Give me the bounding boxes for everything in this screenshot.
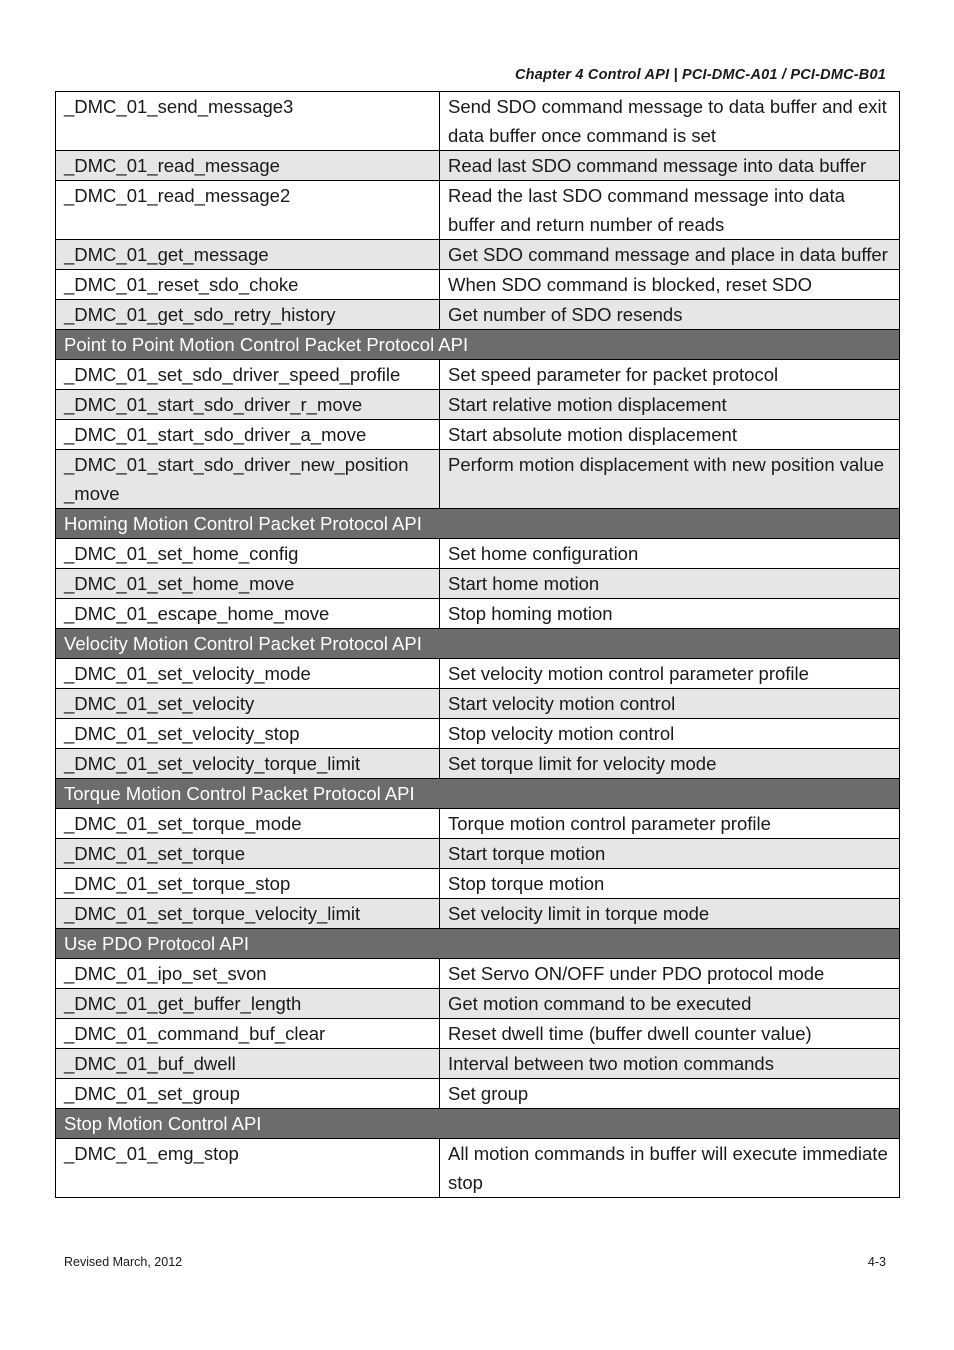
api-description: Read last SDO command message into data buffer <box>440 151 900 181</box>
api-description: Set group <box>440 1079 900 1109</box>
api-function-name: _DMC_01_buf_dwell <box>56 1049 440 1079</box>
table-row <box>56 92 900 151</box>
api-description: Torque motion control parameter profile <box>440 809 900 839</box>
table-row <box>56 959 900 989</box>
table-row <box>56 300 900 330</box>
table-row <box>56 659 900 689</box>
api-table-body <box>56 92 900 1198</box>
section-title: Velocity Motion Control Packet Protocol API <box>56 629 900 659</box>
api-function-name: _DMC_01_set_home_move <box>56 569 440 599</box>
api-function-name: _DMC_01_set_velocity <box>56 689 440 719</box>
api-function-name: _DMC_01_read_message2 <box>56 181 440 240</box>
api-function-name: _DMC_01_set_torque_velocity_limit <box>56 899 440 929</box>
api-description: Get SDO command message and place in data buffer <box>440 240 900 270</box>
table-row <box>56 539 900 569</box>
api-description: All motion commands in buffer will execute immediate stop <box>440 1139 900 1198</box>
table-row <box>56 989 900 1019</box>
api-description: Read the last SDO command message into data buffer and return number of reads <box>440 181 900 240</box>
table-row <box>56 869 900 899</box>
section-header-row <box>56 629 900 659</box>
table-row <box>56 569 900 599</box>
table-row <box>56 240 900 270</box>
section-header-row <box>56 929 900 959</box>
api-description: Start home motion <box>440 569 900 599</box>
api-function-name: _DMC_01_start_sdo_driver_r_move <box>56 390 440 420</box>
api-function-name: _DMC_01_send_message3 <box>56 92 440 151</box>
page-header: Chapter 4 Control API | PCI-DMC-A01 / PCI-DMC-B01 <box>514 67 886 83</box>
table-row <box>56 390 900 420</box>
section-title: Point to Point Motion Control Packet Protocol API <box>56 330 900 360</box>
section-header-row <box>56 330 900 360</box>
api-description: Start torque motion <box>440 839 900 869</box>
api-function-name: _DMC_01_start_sdo_driver_a_move <box>56 420 440 450</box>
table-row <box>56 719 900 749</box>
api-function-name: _DMC_01_set_velocity_torque_limit <box>56 749 440 779</box>
section-header-row <box>56 509 900 539</box>
api-function-name: _DMC_01_set_group <box>56 1079 440 1109</box>
table-row <box>56 1019 900 1049</box>
api-function-name: _DMC_01_set_torque <box>56 839 440 869</box>
table-row <box>56 181 900 240</box>
api-description: Perform motion displacement with new position value <box>440 450 900 509</box>
table-row <box>56 1049 900 1079</box>
api-description: Set speed parameter for packet protocol <box>440 360 900 390</box>
api-description: Interval between two motion commands <box>440 1049 900 1079</box>
api-function-name: _DMC_01_set_torque_mode <box>56 809 440 839</box>
section-title: Torque Motion Control Packet Protocol API <box>56 779 900 809</box>
section-header-row <box>56 779 900 809</box>
table-row <box>56 360 900 390</box>
table-row <box>56 899 900 929</box>
api-description: Get number of SDO resends <box>440 300 900 330</box>
section-header-row <box>56 1109 900 1139</box>
section-title: Use PDO Protocol API <box>56 929 900 959</box>
api-description: Stop torque motion <box>440 869 900 899</box>
api-description: Start absolute motion displacement <box>440 420 900 450</box>
api-description: Stop velocity motion control <box>440 719 900 749</box>
footer-page-number: 4-3 <box>867 1255 886 1269</box>
table-row <box>56 1139 900 1198</box>
api-description: When SDO command is blocked, reset SDO <box>440 270 900 300</box>
api-function-name: _DMC_01_set_home_config <box>56 539 440 569</box>
table-row <box>56 689 900 719</box>
api-description: Reset dwell time (buffer dwell counter value) <box>440 1019 900 1049</box>
api-function-name: _DMC_01_escape_home_move <box>56 599 440 629</box>
footer-revision: Revised March, 2012 <box>64 1255 183 1269</box>
table-row <box>56 839 900 869</box>
api-description: Set home configuration <box>440 539 900 569</box>
api-function-name: _DMC_01_set_velocity_mode <box>56 659 440 689</box>
api-function-name: _DMC_01_ipo_set_svon <box>56 959 440 989</box>
api-function-name: _DMC_01_get_buffer_length <box>56 989 440 1019</box>
table-row <box>56 809 900 839</box>
api-function-name: _DMC_01_read_message <box>56 151 440 181</box>
api-description: Set velocity motion control parameter profile <box>440 659 900 689</box>
api-function-name: _DMC_01_get_message <box>56 240 440 270</box>
api-function-name: _DMC_01_set_velocity_stop <box>56 719 440 749</box>
api-description: Stop homing motion <box>440 599 900 629</box>
api-function-name: _DMC_01_set_sdo_driver_speed_profile <box>56 360 440 390</box>
api-description: Start relative motion displacement <box>440 390 900 420</box>
api-function-name: _DMC_01_get_sdo_retry_history <box>56 300 440 330</box>
table-row <box>56 1079 900 1109</box>
api-function-name: _DMC_01_emg_stop <box>56 1139 440 1198</box>
section-title: Homing Motion Control Packet Protocol API <box>56 509 900 539</box>
api-description: Set velocity limit in torque mode <box>440 899 900 929</box>
table-row <box>56 599 900 629</box>
table-row <box>56 151 900 181</box>
table-row <box>56 420 900 450</box>
api-table <box>55 91 900 1198</box>
api-description: Start velocity motion control <box>440 689 900 719</box>
api-function-name: _DMC_01_reset_sdo_choke <box>56 270 440 300</box>
api-description: Set torque limit for velocity mode <box>440 749 900 779</box>
api-description: Set Servo ON/OFF under PDO protocol mode <box>440 959 900 989</box>
api-description: Send SDO command message to data buffer and exit data buffer once command is set <box>440 92 900 151</box>
api-function-name: _DMC_01_command_buf_clear <box>56 1019 440 1049</box>
table-row <box>56 270 900 300</box>
api-function-name: _DMC_01_start_sdo_driver_new_position _move <box>56 450 440 509</box>
api-description: Get motion command to be executed <box>440 989 900 1019</box>
section-title: Stop Motion Control API <box>56 1109 900 1139</box>
api-function-name: _DMC_01_set_torque_stop <box>56 869 440 899</box>
table-row <box>56 749 900 779</box>
table-row <box>56 450 900 509</box>
